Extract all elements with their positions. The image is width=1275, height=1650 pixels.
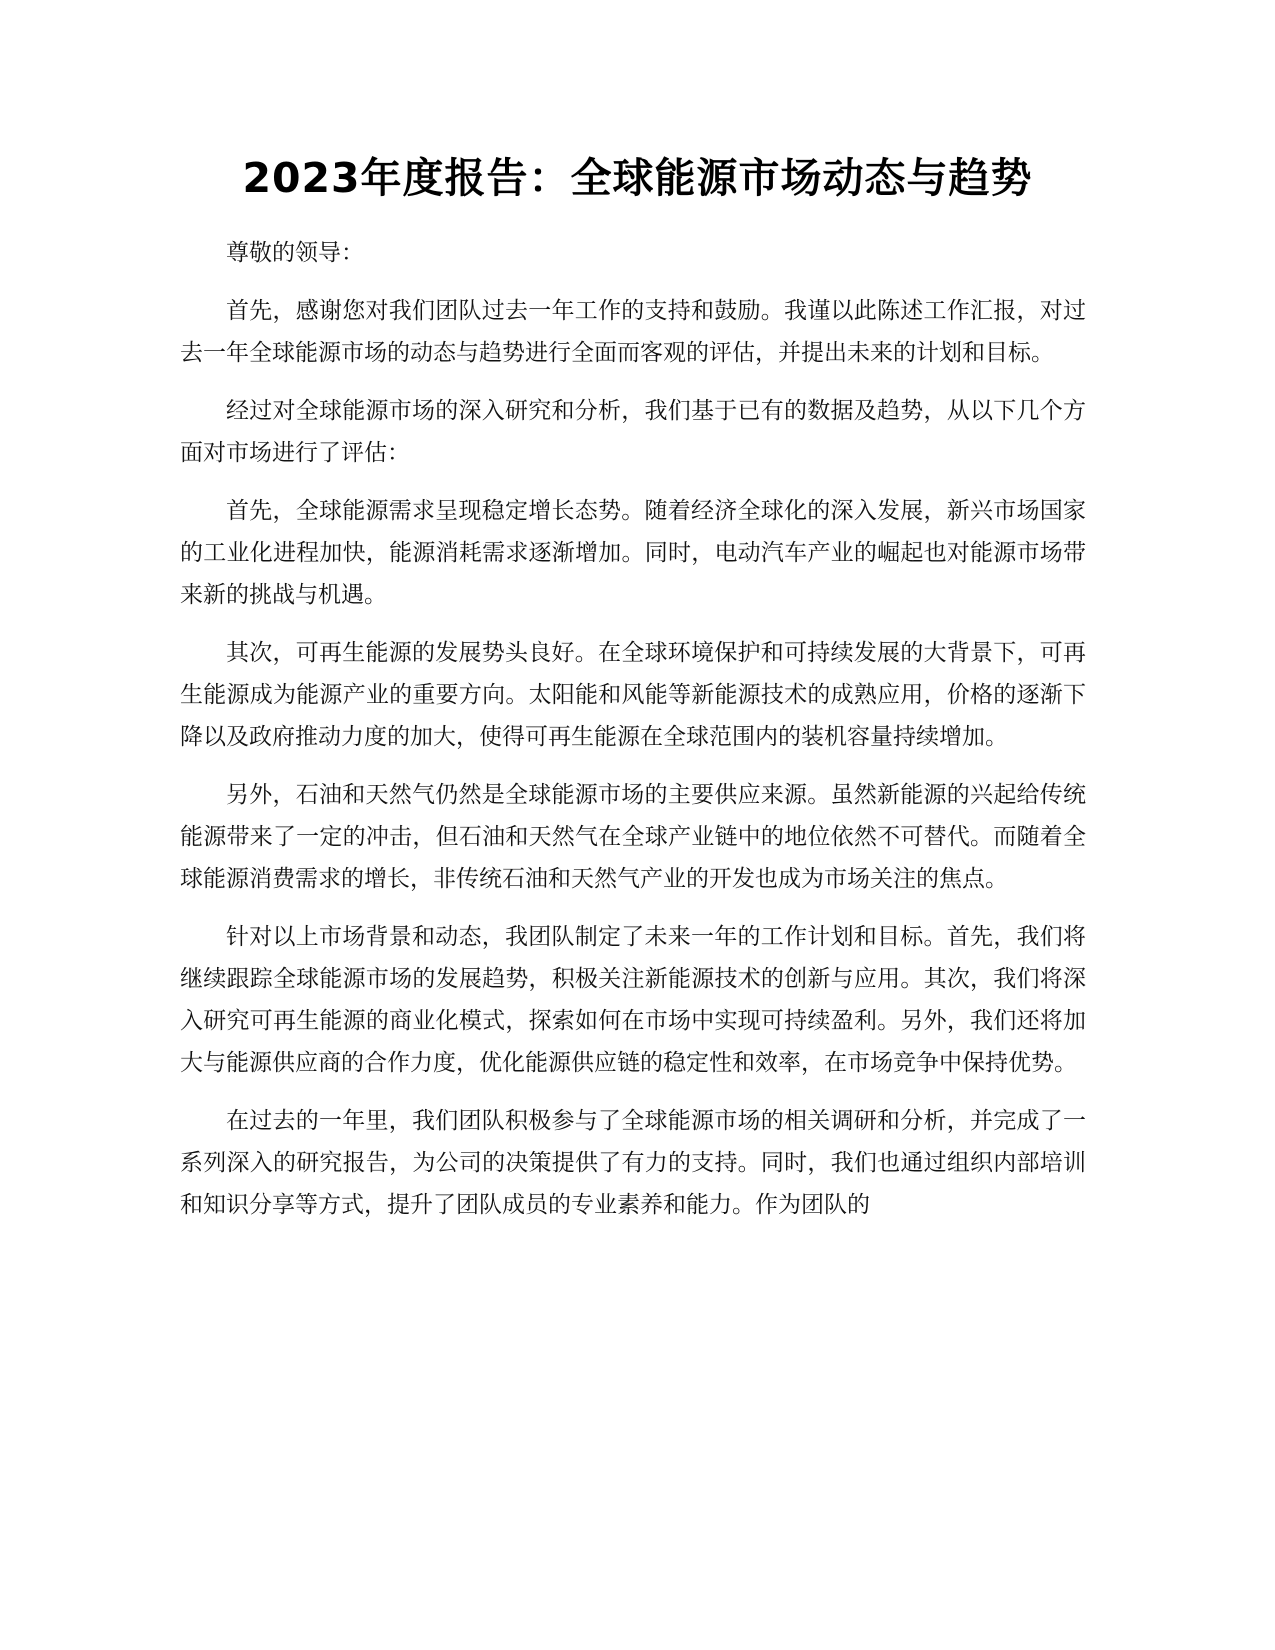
past-year-review-paragraph: 在过去的一年里，我们团队积极参与了全球能源市场的相关调研和分析，并完成了一系列深入的研究报告，为公司的决策提供了有力的支持。同时，我们也通过组织内部培训和知识分享等方式，提升了团队成员的专业素养和能力。作为团队的 xyxy=(180,1108,1086,1218)
work-plan-paragraph: 针对以上市场背景和动态，我团队制定了未来一年的工作计划和目标。首先，我们将继续跟踪全球能源市场的发展趋势，积极关注新能源技术的创新与应用。其次，我们将深入研究可再生能源的商业化模式，探索如何在市场中实现可持续盈利。另外，我们还将加大与能源供应商的合作力度，优化能源供应链的稳定性和效率，在市场竞争中保持优势。 xyxy=(180,924,1086,1076)
salutation-paragraph: 尊敬的领导： xyxy=(226,240,364,266)
document-body xyxy=(180,232,1086,1242)
intro-paragraph: 首先，感谢您对我们团队过去一年工作的支持和鼓励。我谨以此陈述工作汇报，对过去一年全球能源市场的动态与趋势进行全面而客观的评估，并提出未来的计划和目标。 xyxy=(180,298,1086,366)
assessment-intro-paragraph: 经过对全球能源市场的深入研究和分析，我们基于已有的数据及趋势，从以下几个方面对市场进行了评估： xyxy=(180,398,1086,466)
document-title: 2023年度报告：全球能源市场动态与趋势 xyxy=(242,154,1033,202)
renewable-energy-paragraph: 其次，可再生能源的发展势头良好。在全球环境保护和可持续发展的大背景下，可再生能源成为能源产业的重要方向。太阳能和风能等新能源技术的成熟应用，价格的逐渐下降以及政府推动力度的加大，使得可再生能源在全球范围内的装机容量持续增加。 xyxy=(180,640,1086,750)
oil-gas-paragraph: 另外，石油和天然气仍然是全球能源市场的主要供应来源。虽然新能源的兴起给传统能源带来了一定的冲击，但石油和天然气在全球产业链中的地位依然不可替代。而随着全球能源消费需求的增长，非传统石油和天然气产业的开发也成为市场关注的焦点。 xyxy=(180,782,1086,892)
demand-growth-paragraph: 首先，全球能源需求呈现稳定增长态势。随着经济全球化的深入发展，新兴市场国家的工业化进程加快，能源消耗需求逐渐增加。同时，电动汽车产业的崛起也对能源市场带来新的挑战与机遇。 xyxy=(180,498,1086,608)
